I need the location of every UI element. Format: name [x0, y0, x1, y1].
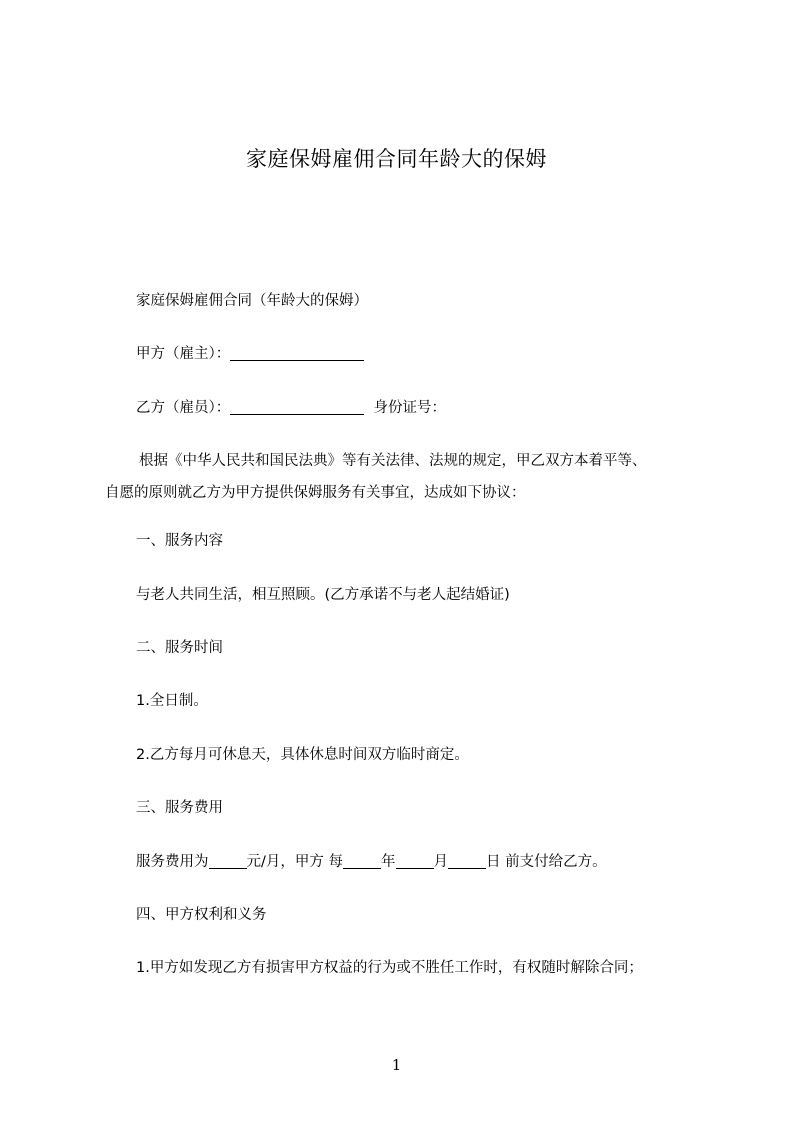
fee-line [136, 852, 607, 872]
fee-prefix: 服务费用为 [136, 854, 209, 870]
party-a-label: 甲方（雇主）： [136, 346, 231, 362]
section-1-heading: 一、服务内容 [136, 533, 223, 549]
section-2-item-1: 1.全日制。 [136, 693, 208, 709]
section-2-heading: 二、服务时间 [136, 640, 223, 656]
section-4-heading: 四、甲方权利和义务 [136, 907, 267, 923]
party-a-blank [230, 344, 364, 361]
fee-unit: 元/月，甲方 每 [246, 854, 343, 870]
section-1-text: 与老人共同生活，相互照顾。(乙方承诺不与老人起结婚证) [136, 587, 510, 603]
party-b-line [136, 398, 446, 418]
page-number: 1 [391, 1056, 402, 1074]
party-a-line [136, 344, 364, 364]
section-3-heading: 三、服务费用 [136, 800, 223, 816]
id-label: 身份证号： [373, 400, 446, 416]
section-4-item-1: 1.甲方如发现乙方有损害甲方权益的行为或不胜任工作时，有权随时解除合同； [136, 960, 643, 976]
fee-month: 月 [433, 854, 448, 870]
fee-day: 日 前支付给乙方。 [486, 854, 607, 870]
preamble-line-1: 根据《中华人民共和国民法典》等有关法律、法规的规定，甲乙双方本着平等、 [139, 453, 647, 469]
document-title: 家庭保姆雇佣合同年龄大的保姆 [246, 147, 547, 171]
section-2-item-2: 2.乙方每月可休息天，具体休息时间双方临时商定。 [136, 747, 469, 763]
fee-month-blank [396, 852, 434, 869]
document-subtitle: 家庭保姆雇佣合同（年龄大的保姆） [136, 293, 368, 309]
party-b-label: 乙方（雇员）： [136, 400, 231, 416]
fee-amount-blank [209, 852, 247, 869]
party-b-blank [230, 398, 364, 415]
preamble-paragraph [105, 445, 705, 509]
fee-day-blank [448, 852, 486, 869]
fee-year: 年 [381, 854, 396, 870]
fee-year-blank [343, 852, 381, 869]
preamble-line-2: 自愿的原则就乙方为甲方提供保姆服务有关事宜，达成如下协议： [105, 485, 526, 501]
